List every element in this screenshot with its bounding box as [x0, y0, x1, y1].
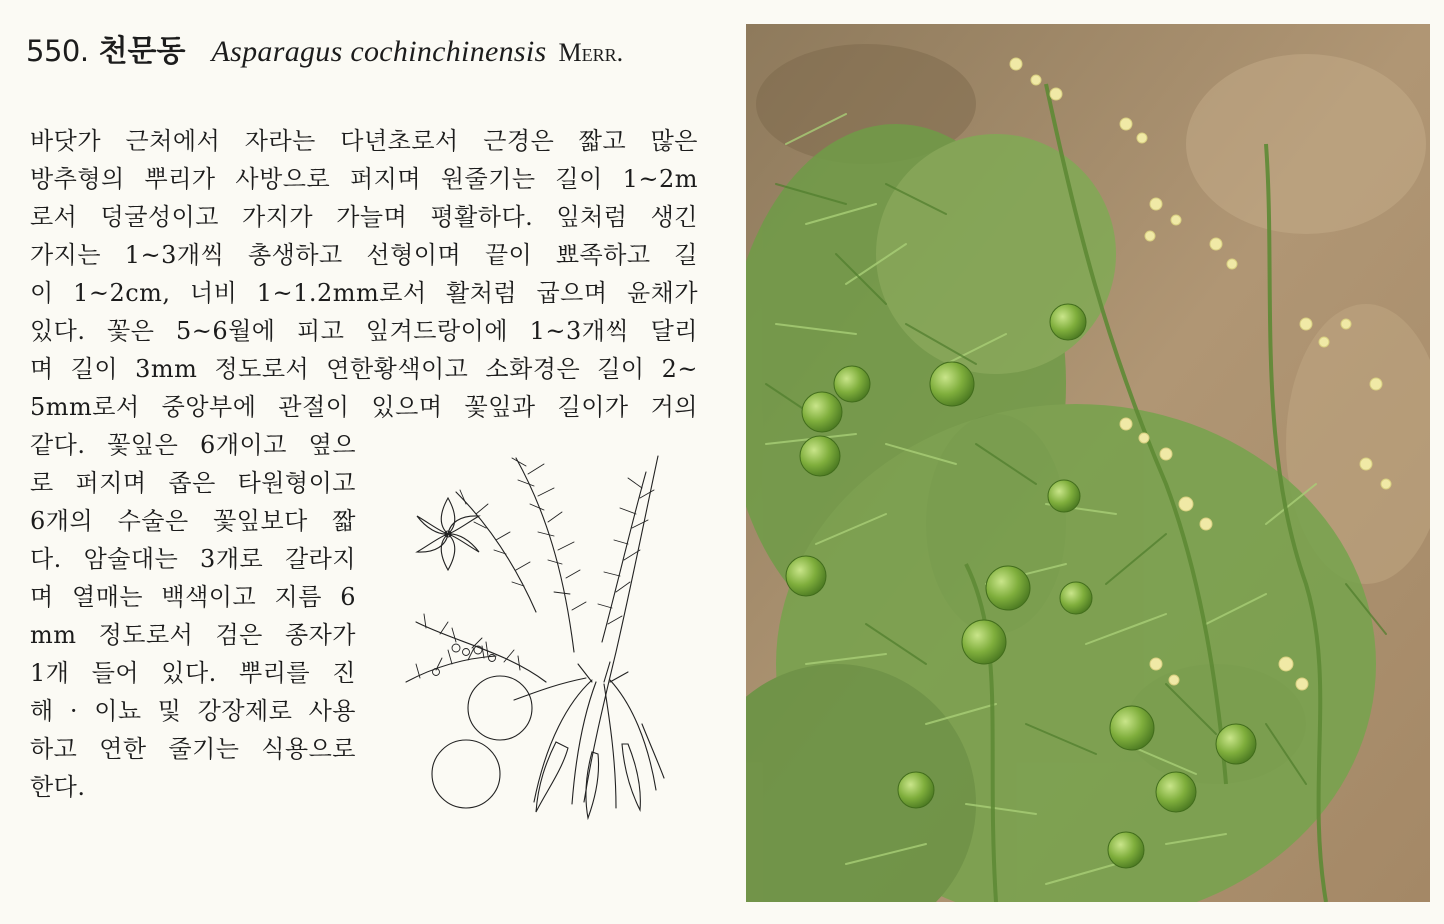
text-line: 이 1~2cm, 너비 1~1.2mm로서 활처럼 굽으며 윤채가: [30, 279, 698, 307]
text-line: 한다.: [30, 773, 86, 801]
text-line: 방추형의 뿌리가 사방으로 퍼지며 원줄기는 길이 1~2m: [30, 165, 698, 193]
botanical-line-drawing: [396, 452, 668, 824]
entry-number: 550.: [26, 34, 89, 68]
text-line: 있다. 꽃은 5~6월에 피고 잎겨드랑이에 1~3개씩 달리: [30, 317, 698, 345]
text-line: 1개 들어 있다. 뿌리를 진: [30, 659, 356, 687]
scientific-name: Asparagus cochinchinensis: [211, 35, 547, 68]
berry-illustration: [468, 676, 532, 740]
korean-name: 천문동: [98, 34, 186, 69]
text-line: 가지는 1~3개씩 총생하고 선형이며 끝이 뾰족하고 길: [30, 241, 698, 269]
plant-photograph: [746, 24, 1430, 902]
flower-illustration: [417, 498, 479, 570]
text-line: 같다. 꽃잎은 6개이고 옆으: [30, 431, 356, 459]
text-line: 해 · 이뇨 및 강장제로 사용: [30, 697, 356, 725]
text-line: 며 열매는 백색이고 지름 6: [30, 583, 356, 611]
text-line: mm 정도로서 검은 종자가: [30, 621, 356, 649]
text-line: 로서 덩굴성이고 가지가 가늘며 평활하다. 잎처럼 생긴: [30, 203, 698, 231]
text-line: 바닷가 근처에서 자라는 다년초로서 근경은 짧고 많은: [30, 127, 698, 155]
tuber-roots-illustration: [514, 662, 664, 818]
text-line: 하고 연한 줄기는 식용으로: [30, 735, 356, 763]
text-line: 6개의 수술은 꽃잎보다 짧: [30, 507, 356, 535]
berry-illustration: [432, 740, 500, 808]
author-abbreviation: Merr.: [558, 38, 624, 67]
text-line: 로 퍼지며 좁은 타원형이고: [30, 469, 356, 497]
text-line: 며 길이 3mm 정도로서 연한황색이고 소화경은 길이 2~: [30, 355, 698, 383]
entry-heading: [26, 26, 716, 68]
text-line: 다. 암술대는 3개로 갈라지: [30, 545, 356, 573]
text-line: 5mm로서 중앙부에 관절이 있으며 꽃잎과 길이가 거의: [30, 393, 698, 421]
